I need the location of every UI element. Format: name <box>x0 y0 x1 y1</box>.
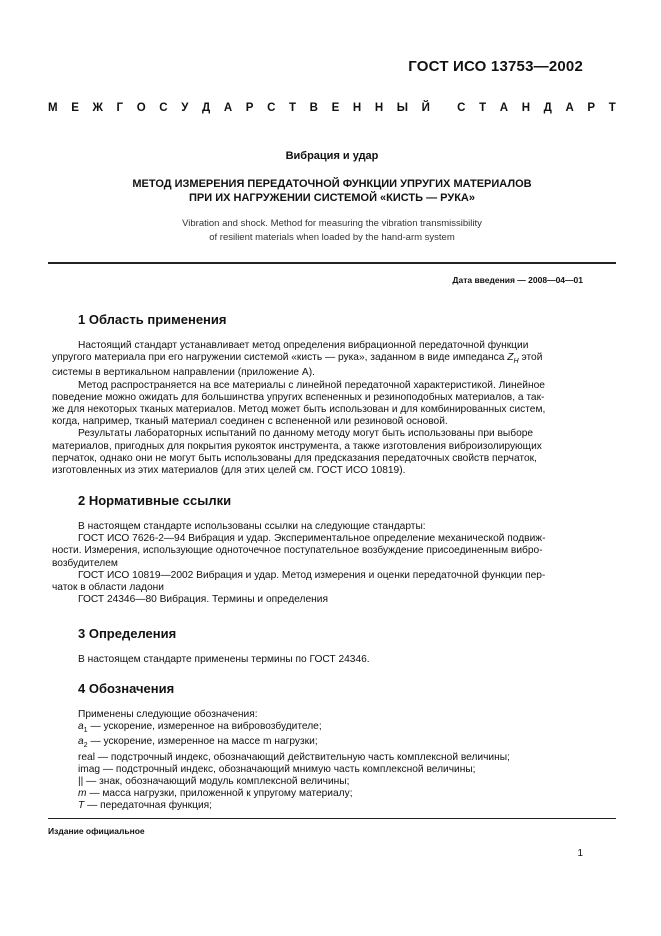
section-2-heading: 2 Нормативные ссылки <box>78 493 232 508</box>
symbol-letter: T <box>78 800 85 812</box>
symbol-item <box>78 764 586 776</box>
symbol-description: real — подстрочный индекс, обозначающий действительную часть комплексной величины; <box>78 751 510 763</box>
interstate-standard-banner <box>48 102 616 114</box>
s1p3-line-4: изготовленных из этих материалов (для этих целей см. ГОСТ ИСО 10819). <box>52 465 406 477</box>
banner-letter: У <box>181 102 189 114</box>
s1p1-line-2-text: упругого материала при его нагружении системой «кисть — рука», заданном в виде импеданса <box>52 352 508 364</box>
symbol-description: — ускорение, измеренное на вибровозбудителе; <box>87 721 322 733</box>
s2-line-4: возбудителем <box>52 557 118 569</box>
s1p2-line-1: Метод распространяется на все материалы с линейной передаточной характеристикой. Линейное <box>78 379 545 391</box>
banner-letter: С <box>457 102 466 114</box>
s2-line-2: ГОСТ ИСО 7626-2—94 Вибрация и удар. Экспериментальное определение механической подвиж- <box>78 533 546 545</box>
banner-letter: Н <box>521 102 531 114</box>
symbol-letter: a <box>78 721 84 733</box>
symbol-description: imag — подстрочный индекс, обозначающий мнимую часть комплексной величины; <box>78 763 476 775</box>
banner-letter: А <box>499 102 509 114</box>
page-number: 1 <box>577 848 583 859</box>
banner-letter: В <box>309 102 318 114</box>
english-title-line-1: Vibration and shock. Method for measuring the vibration transmissibility <box>182 218 482 229</box>
impedance-subscript: H <box>513 357 519 366</box>
symbol-subscript: 2 <box>83 741 88 750</box>
s1p2-line-4: когда, например, тканый материал соединен с вспененной или резиновой основой. <box>52 416 448 428</box>
banner-letter: Й <box>421 102 430 114</box>
topic-title: Вибрация и удар <box>285 150 379 162</box>
section-4-heading: 4 Обозначения <box>78 681 175 696</box>
banner-letter: Н <box>352 102 362 114</box>
footer-divider <box>48 818 616 819</box>
banner-letter: М <box>48 102 58 114</box>
banner-letter: Е <box>331 102 340 114</box>
s1p3-line-2: материалов, пригодных для покрытия рукояток инструмента, а также изготовления виброизолирующих <box>52 440 542 452</box>
s1p3-line-3: перчаток, однако они не могут быть использованы для предсказания передаточных свойств перчаток, <box>52 452 537 464</box>
symbol-item <box>78 776 586 788</box>
symbol-item <box>78 721 586 736</box>
document-code: ГОСТ ИСО 13753—2002 <box>408 58 583 75</box>
official-edition-label: Издание официальное <box>48 826 145 836</box>
banner-letter: Т <box>479 102 487 114</box>
symbol-item <box>78 800 586 812</box>
banner-letter: Ы <box>396 102 409 114</box>
symbol-description: — масса нагрузки, приложенной к упругому материалу; <box>86 788 353 800</box>
banner-letter: Д <box>543 102 552 114</box>
banner-letter: Т <box>289 102 297 114</box>
banner-letter: А <box>223 102 233 114</box>
symbol-letter: m <box>78 788 87 800</box>
s2-line-5: ГОСТ ИСО 10819—2002 Вибрация и удар. Метод измерения и оценки передаточной функции пер- <box>78 569 546 581</box>
s1p1-line-2-tail: этой <box>518 352 543 364</box>
section-1-paragraph-1 <box>52 340 586 380</box>
symbols-list <box>78 721 586 812</box>
section-1-heading: 1 Область применения <box>78 312 227 327</box>
impedance-symbol: Z <box>507 352 514 364</box>
symbol-description: — передаточная функция; <box>84 800 213 812</box>
s4-intro: Применены следующие обозначения: <box>78 709 258 720</box>
section-2-body <box>52 521 586 606</box>
banner-letter: Т <box>608 102 616 114</box>
banner-letter: С <box>159 102 168 114</box>
section-1-paragraph-3 <box>52 428 586 477</box>
s1p2-line-3: же для некоторых тканых материалов. Метод может быть использован и для комбинированных систем, <box>52 404 546 416</box>
symbol-item <box>78 788 586 800</box>
s1p1-line-2 <box>52 352 586 367</box>
introduction-date: Дата введения — 2008—04—01 <box>452 275 583 285</box>
banner-letter: Е <box>71 102 79 114</box>
s2-line-6: чаток в области ладони <box>52 582 164 594</box>
section-1-paragraph-2 <box>52 379 586 429</box>
section-1-body <box>52 340 586 477</box>
s1p1-line-3: системы в вертикальном направлении (приложение А). <box>52 367 315 379</box>
symbol-subscript: 1 <box>83 726 88 735</box>
main-title-line-1: МЕТОД ИЗМЕРЕНИЯ ПЕРЕДАТОЧНОЙ ФУНКЦИИ УПРУГИХ МАТЕРИАЛОВ <box>132 178 532 190</box>
section-3-body: В настоящем стандарте применены термины по ГОСТ 24346. <box>78 654 370 665</box>
banner-letter: Ж <box>92 102 103 114</box>
title-divider <box>48 262 616 264</box>
s2-line-7: ГОСТ 24346—80 Вибрация. Термины и определения <box>78 594 328 606</box>
banner-letter: О <box>136 102 146 114</box>
symbol-item <box>78 736 586 751</box>
banner-letter: Н <box>374 102 384 114</box>
s2-line-1: В настоящем стандарте использованы ссылки на следующие стандарты: <box>78 521 426 532</box>
banner-letter: Г <box>116 102 124 114</box>
banner-letter: С <box>267 102 276 114</box>
s1p2-line-2: поведение можно ожидать для большинства упругих вспененных и резиноподобных материалов, а так- <box>52 391 545 403</box>
symbol-letter: a <box>78 736 84 748</box>
section-4-body <box>78 709 586 813</box>
banner-letter: Д <box>202 102 211 114</box>
main-title-line-2: ПРИ ИХ НАГРУЖЕНИИ СИСТЕМОЙ «КИСТЬ — РУКА» <box>189 192 475 204</box>
english-title-line-2: of resilient materials when loaded by the hand-arm system <box>209 232 455 243</box>
banner-letter: Р <box>587 102 596 114</box>
banner-letter: Р <box>245 102 254 114</box>
banner-letter: А <box>565 102 574 114</box>
section-3-heading: 3 Определения <box>78 626 177 641</box>
symbol-item <box>78 752 586 764</box>
s1p1-line-1: Настоящий стандарт устанавливает метод определения вибрационной передаточной функции <box>78 340 529 351</box>
s1p3-line-1: Результаты лабораторных испытаний по данному методу могут быть использованы при выборе <box>78 428 534 440</box>
symbol-description: — ускорение, измеренное на массе m нагрузки; <box>87 736 318 748</box>
s2-line-3: ности. Измерения, использующие одноточечное поступательное возбуждение присоединенным вибро- <box>52 545 543 557</box>
symbol-description: || — знак, обозначающий модуль комплексной величины; <box>78 776 350 788</box>
